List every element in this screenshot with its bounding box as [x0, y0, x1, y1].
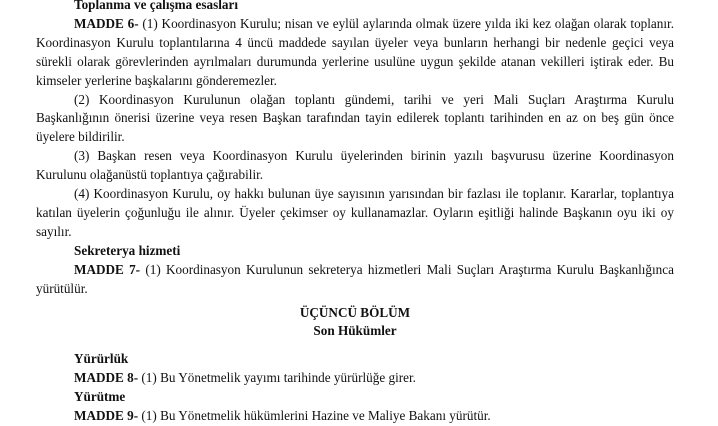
madde-6-label: MADDE 6-	[74, 15, 139, 31]
madde-9-text: (1) Bu Yönetmelik hükümlerini Hazine ve Maliye Bakanı yürütür.	[138, 408, 491, 424]
chapter-subtitle: Son Hükümler	[313, 323, 397, 339]
section-heading-sekreterya: Sekreterya hizmeti	[74, 242, 181, 258]
madde-6-paragraph-2: (2) Koordinasyon Kurulunun olağan toplantı gündemi, tarihi ve yeri Mali Suçları Araştırma Kurulu Başkanlığının önerisi üzerine veya resen Başkan tarafından tayin edilerek toplantı tarihinden en az on beş gün önce üyelere bildirilir.	[36, 91, 674, 145]
madde-6-paragraph-1	[36, 15, 674, 91]
madde-8-text: (1) Bu Yönetmelik yayımı tarihinde yürürlüğe girer.	[138, 370, 416, 386]
madde-6-paragraph-3: (3) Başkan resen veya Koordinasyon Kurulu üyelerinden birinin yazılı başvurusu üzerine Koordinasyon Kurulunu olağanüstü toplantıya çağırabilir.	[36, 148, 674, 183]
madde-6-paragraph-4: (4) Koordinasyon Kurulu, oy hakkı bulunan üye sayısının yarısından bir fazlası ile toplanır. Kararlar, toplantıya katılan üyelerin çoğunluğu ile alınır. Üyeler çekimser oy kullanamazlar. Oyların eşitliği halinde Başkanın oyu iki oy sayılır.	[36, 186, 674, 239]
chapter-title: ÜÇÜNCÜ BÖLÜM	[299, 304, 411, 320]
madde-6-text-1: (1) Koordinasyon Kurulu; nisan ve eylül aylarında olmak üzere yılda iki kez olağan olarak toplanır. Koordinasyon Kurulu toplantılarına 4 üncü maddede sayılan üyeler veya bunların herhangi bir nedenle geçici veya sürekli olarak görevlerinden ayrılmaları durumunda yerlerine usulüne uygun şekilde atanan vekilleri iştirak eder. Bu kimseler yerlerine başkalarını gönderemezler.	[36, 15, 674, 88]
section-heading-toplanma: Toplanma ve çalışma esasları	[74, 0, 238, 12]
madde-9-label: MADDE 9-	[74, 408, 139, 424]
madde-9-paragraph	[36, 407, 674, 426]
madde-7-text: (1) Koordinasyon Kurulunun sekreterya hizmetleri Mali Suçları Araştırma Kurulu Başkanlığınca yürütülür.	[36, 261, 674, 296]
madde-7-label: MADDE 7-	[74, 261, 141, 277]
section-heading-yururluk: Yürürlük	[74, 351, 129, 367]
madde-8-paragraph	[36, 369, 674, 388]
madde-8-label: MADDE 8-	[74, 370, 139, 386]
spacer	[36, 341, 674, 350]
section-heading-yurutme: Yürütme	[74, 389, 126, 405]
madde-7-paragraph	[36, 261, 674, 299]
